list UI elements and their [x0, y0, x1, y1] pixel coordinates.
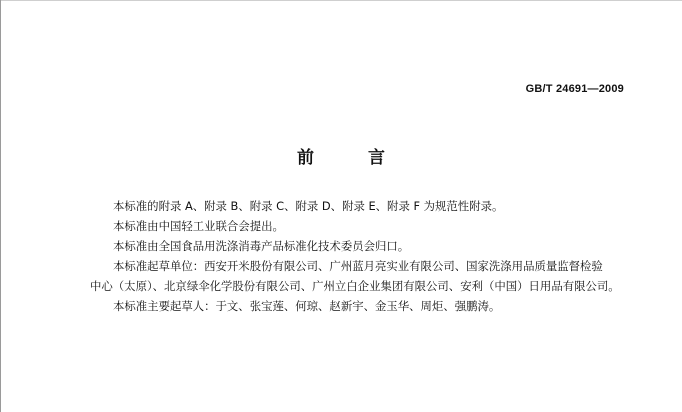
paragraph-drafting-units — [90, 256, 620, 296]
drafting-units-line-1: 本标准起草单位：西安开米股份有限公司、广州蓝月亮实业有限公司、国家洗涤用品质量监督检验 — [113, 259, 603, 273]
paragraph-main-drafters: 本标准主要起草人：于文、张宝莲、何琼、赵新宇、金玉华、周炬、强鹏涛。 — [113, 299, 501, 313]
paragraph-administered-by: 本标准由全国食品用洗涤消毒产品标准化技术委员会归口。 — [113, 239, 410, 253]
paragraph-proposed-by: 本标准由中国轻工业联合会提出。 — [113, 219, 284, 233]
standard-code: GB/T 24691—2009 — [525, 83, 624, 95]
page-top-edge — [0, 0, 682, 1]
paragraph-normative-annexes: 本标准的附录 A、附录 B、附录 C、附录 D、附录 E、附录 F 为规范性附录。 — [113, 199, 504, 213]
foreword-body — [90, 196, 620, 316]
drafting-units-line-2: 中心（太原）、北京绿伞化学股份有限公司、广州立白企业集团有限公司、安利（中国）日用品有限公司。 — [90, 279, 620, 293]
page-left-edge — [0, 0, 1, 412]
page-title: 前 言 — [297, 148, 409, 168]
